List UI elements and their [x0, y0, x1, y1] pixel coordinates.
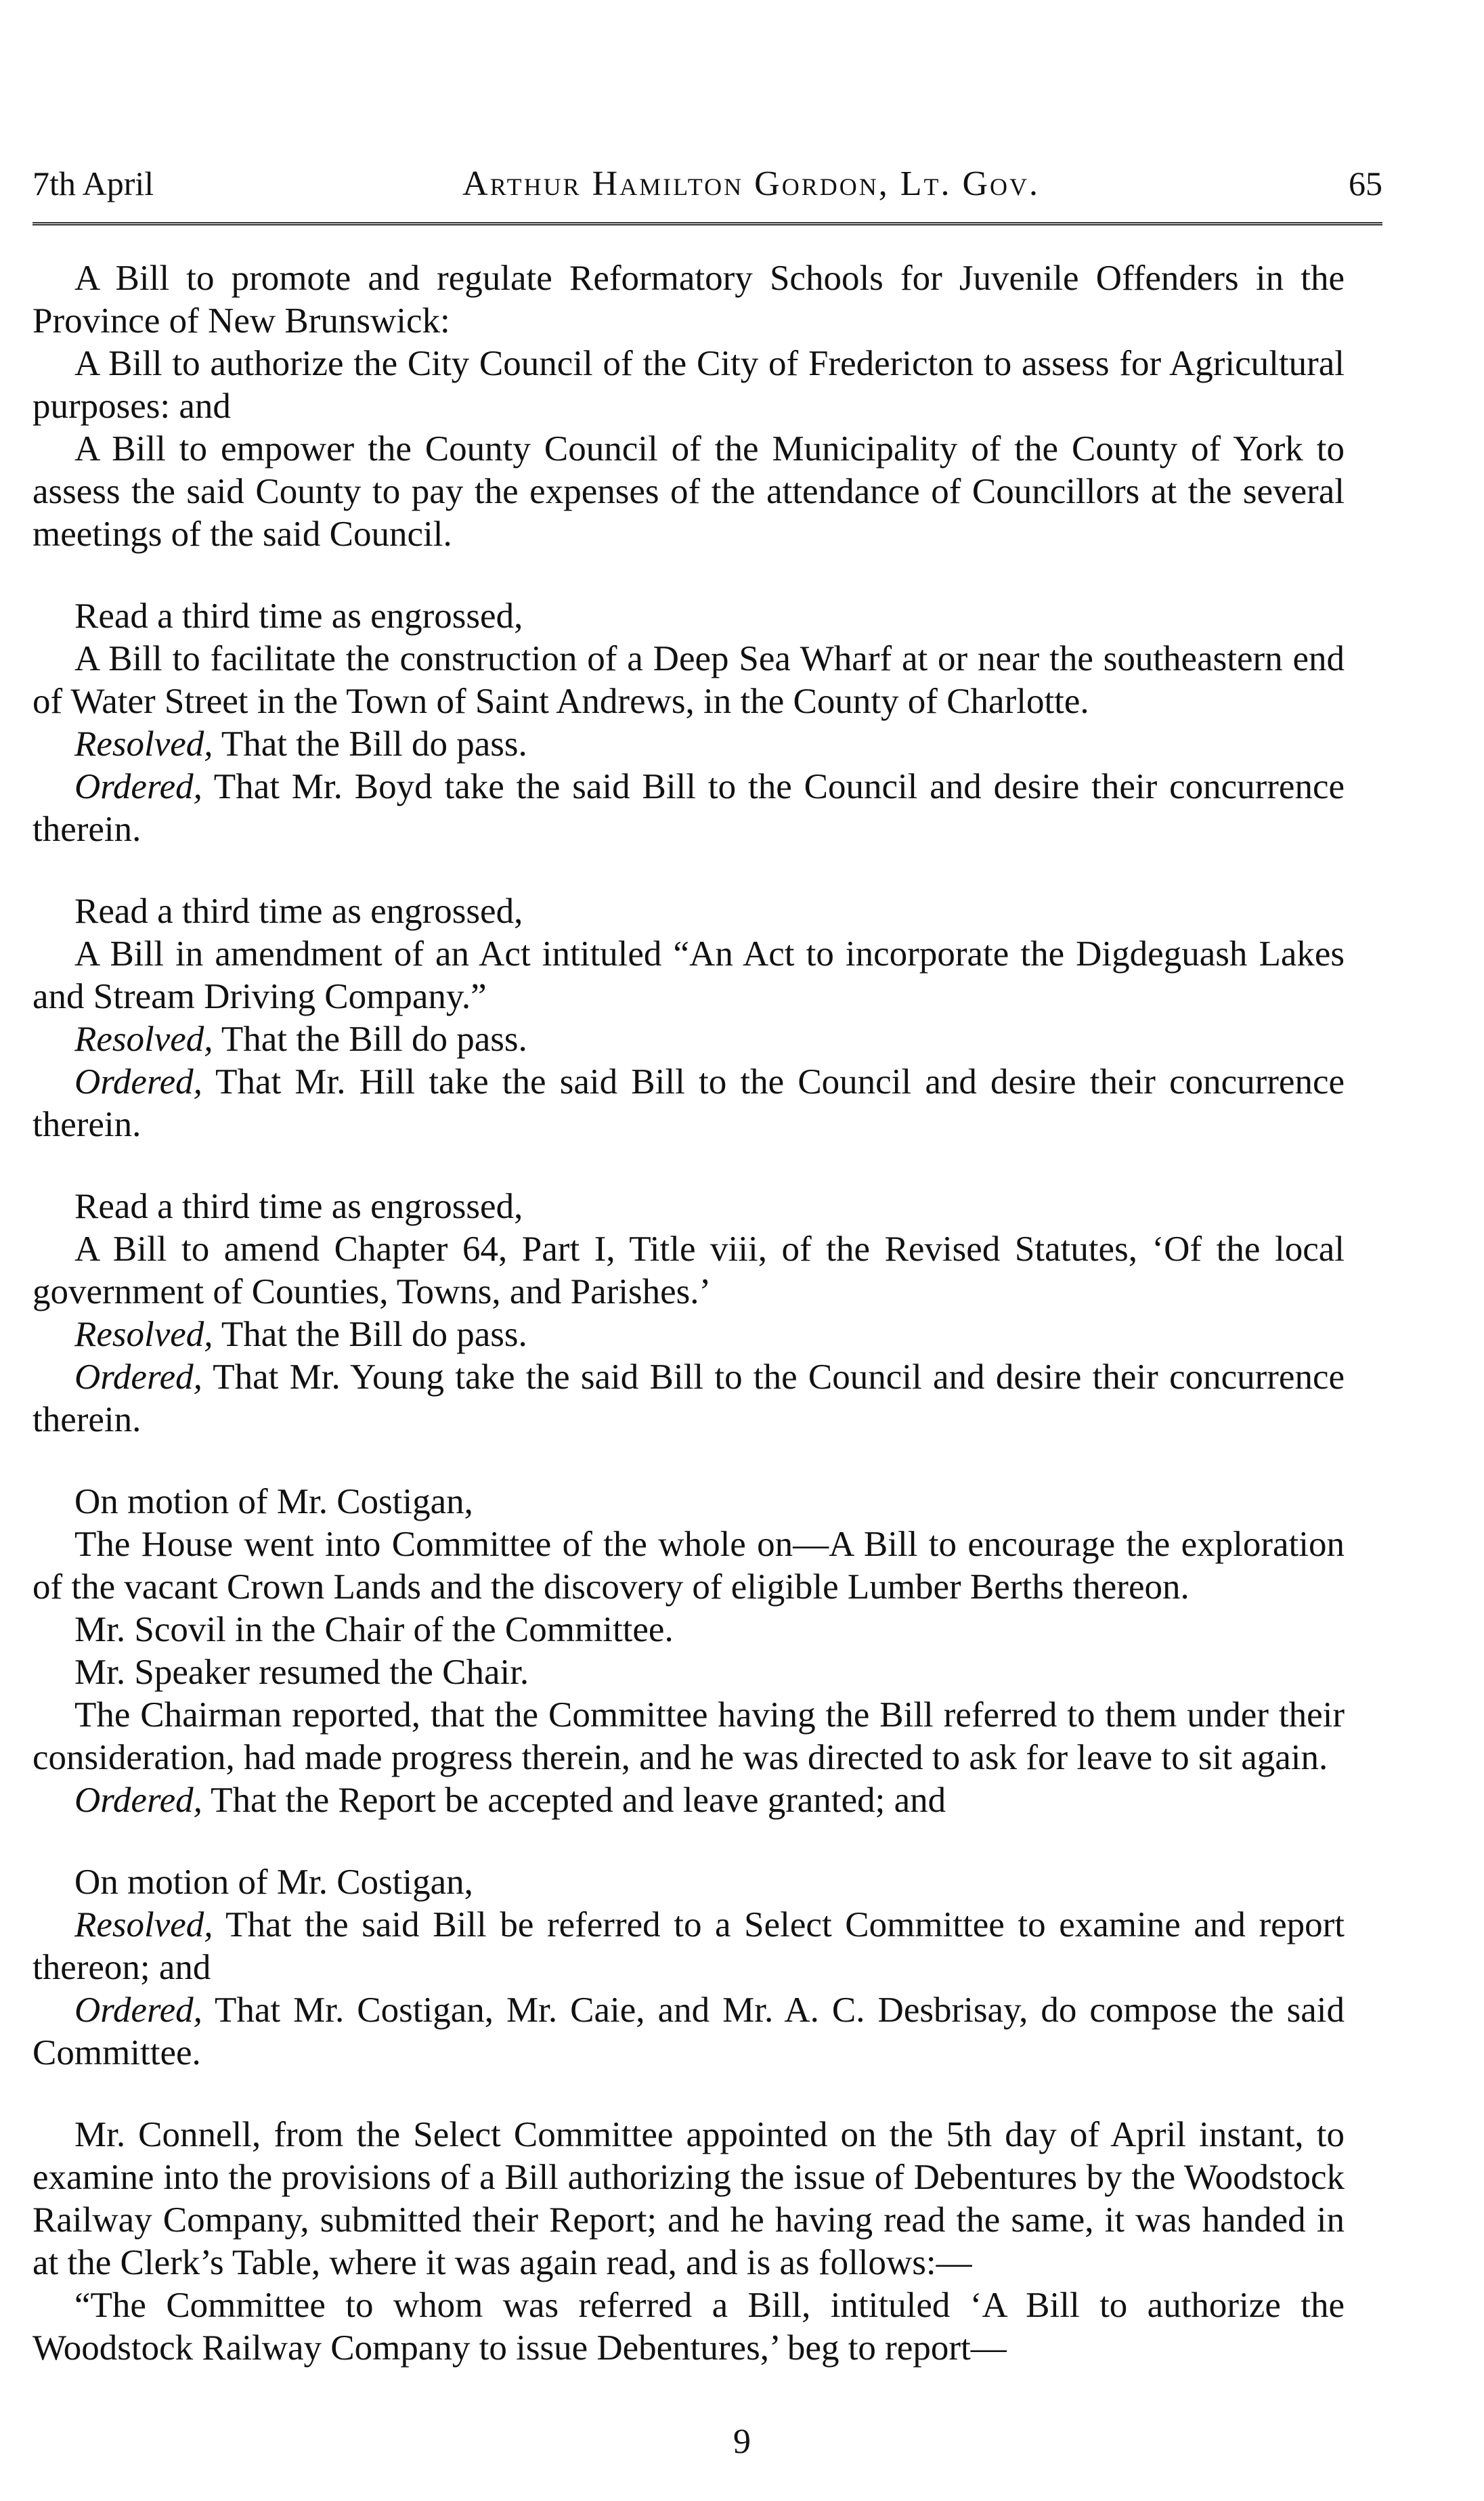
paragraph-text: A Bill to amend Chapter 64, Part I, Title viii, of the Revised Statutes, ‘Of the local government of Counties, Towns, and Parishes.’ [32, 1230, 1345, 1311]
signature-mark: 9 [733, 2422, 751, 2461]
paragraph-lead: Resolved, [74, 1315, 213, 1354]
paragraph [32, 1061, 1345, 1146]
paragraph [32, 343, 1345, 428]
paragraph [32, 1609, 1345, 1651]
paragraph-text: That the Report be accepted and leave granted; and [202, 1781, 946, 1820]
paragraph [32, 2114, 1345, 2284]
paragraph [32, 1018, 1345, 1061]
paragraph-text: A Bill to facilitate the construction of a Deep Sea Wharf at or near the southeastern end of Water Street in the Town of Saint Andrews, in the County of Charlotte. [32, 639, 1345, 721]
paragraph-lead: Resolved, [74, 1905, 213, 1944]
paragraph [32, 1481, 1345, 1523]
paragraph-lead: Ordered, [74, 1781, 202, 1820]
running-header [32, 162, 1382, 210]
paragraph-lead: Ordered, [74, 1062, 202, 1102]
paragraph [32, 1313, 1345, 1356]
paragraph-text: A Bill to authorize the City Council of the City of Fredericton to assess for Agricultural purposes: and [32, 344, 1345, 426]
paragraph-text: That Mr. Costigan, Mr. Caie, and Mr. A. C. Desbrisay, do compose the said Committee. [32, 1991, 1345, 2072]
paragraph-text: That the Bill do pass. [213, 724, 527, 764]
paragraph-text: “The Committee to whom was referred a Bill, intituled ‘A Bill to authorize the Woodstock Railway Company to issue Debentures,’ beg to report— [32, 2286, 1345, 2368]
paragraph-text: That the said Bill be referred to a Select Committee to examine and report thereon; and [32, 1905, 1345, 1987]
paragraph-text: The House went into Committee of the whole on—A Bill to encourage the exploration of the vacant Crown Lands and the discovery of eligible Lumber Berths thereon. [32, 1525, 1345, 1607]
paragraph-lead: Resolved, [74, 724, 213, 764]
paragraph-text: A Bill in amendment of an Act intituled “An Act to incorporate the Digdeguash Lakes and Stream Driving Company.” [32, 934, 1345, 1016]
paragraph [32, 1186, 1345, 1228]
paragraph [32, 723, 1345, 766]
paragraph-text: On motion of Mr. Costigan, [74, 1863, 473, 1902]
page-number: 65 [1349, 165, 1382, 202]
paragraph-text: That Mr. Young take the said Bill to the Council and desire their concurrence therein. [32, 1357, 1345, 1439]
paragraph-lead: Ordered, [74, 1991, 202, 2030]
paragraph-lead: Resolved, [74, 1020, 213, 1059]
paragraph [32, 2284, 1345, 2370]
paragraph [32, 428, 1345, 556]
paragraph [32, 1356, 1345, 1441]
paragraph [32, 638, 1345, 723]
paragraph-lead: Ordered, [74, 1357, 202, 1397]
paragraph-text: Read a third time as engrossed, [74, 1187, 523, 1226]
paragraph-text: The Chairman reported, that the Committee having the Bill referred to them under their consideration, had made progress therein, and he was directed to ask for leave to sit again. [32, 1695, 1345, 1777]
paragraph-text: Read a third time as engrossed, [74, 596, 523, 636]
paragraph-text: On motion of Mr. Costigan, [74, 1482, 473, 1521]
paragraph [32, 1228, 1345, 1313]
paragraph [32, 890, 1345, 933]
paragraph-text: That Mr. Hill take the said Bill to the Council and desire their concurrence therein. [32, 1062, 1345, 1144]
paragraph-text: That the Bill do pass. [213, 1020, 527, 1059]
paragraph-text: That Mr. Boyd take the said Bill to the Council and desire their concurrence therein. [32, 767, 1345, 849]
paragraph-text: Mr. Scovil in the Chair of the Committee. [74, 1610, 674, 1649]
paragraph [32, 1861, 1345, 1904]
paragraph [32, 1694, 1345, 1779]
paragraph [32, 1651, 1345, 1694]
journal-body [32, 257, 1345, 2370]
header-title: Arthur Hamilton Gordon, Lt. Gov. [462, 165, 1041, 203]
paragraph [32, 1904, 1345, 1989]
header-rule [32, 222, 1382, 225]
paragraph [32, 595, 1345, 638]
paragraph-text: Read a third time as engrossed, [74, 892, 523, 931]
paragraph-text: Mr. Speaker resumed the Chair. [74, 1653, 529, 1692]
paragraph-text: Mr. Connell, from the Select Committee appointed on the 5th day of April instant, to examine into the provisions of a Bill authorizing the issue of Debentures by the Woodstock Railway Company, submitted their Report; and he having read the same, it was handed in at the Clerk’s Table, where it was again read, and is as follows:— [32, 2115, 1345, 2282]
paragraph-text: A Bill to empower the County Council of the Municipality of the County of York to assess the said County to pay the expenses of the attendance of Councillors at the several meetings of the said Council. [32, 429, 1345, 554]
paragraph [32, 1779, 1345, 1822]
paragraph-text: That the Bill do pass. [213, 1315, 527, 1354]
paragraph [32, 933, 1345, 1018]
paragraph [32, 257, 1345, 343]
paragraph [32, 1989, 1345, 2074]
header-date: 7th April [32, 165, 154, 202]
paragraph [32, 766, 1345, 851]
paragraph [32, 1523, 1345, 1609]
paragraph-lead: Ordered, [74, 767, 202, 806]
paragraph-text: A Bill to promote and regulate Reformatory Schools for Juvenile Offenders in the Province of New Brunswick: [32, 259, 1345, 341]
